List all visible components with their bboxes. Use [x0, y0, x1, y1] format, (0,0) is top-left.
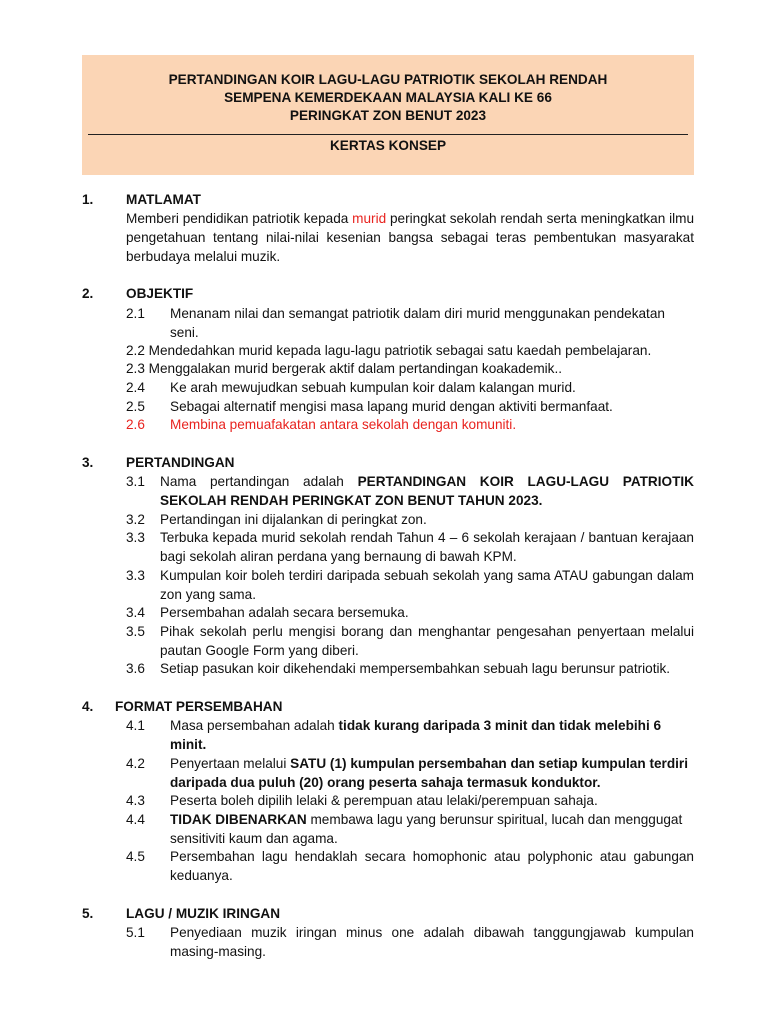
item-3-1-lead: Nama pertandingan adalah — [160, 474, 358, 489]
item-2-6-text: Membina pemuafakatan antara sekolah dengan komuniti. — [170, 417, 517, 432]
item-3-4-number: 3.4 — [126, 605, 145, 620]
section-3-number: 3. — [82, 455, 94, 470]
item-4-2-bold: SATU (1) kumpulan persembahan dan setiap kumpulan terdiri daripada dua puluh (20) orang peserta sahaja termasuk konduktor. — [170, 756, 688, 790]
title-line-2: SEMPENA KEMERDEKAAN MALAYSIA KALI KE 66 — [224, 90, 552, 105]
item-2-1-text: Menanam nilai dan semangat patriotik dalam diri murid menggunakan pendekatan seni. — [170, 306, 665, 340]
item-3-5-number: 3.5 — [126, 624, 145, 639]
item-4-4-number: 4.4 — [126, 812, 145, 827]
item-3-1-text — [160, 472, 694, 510]
section-3-title: PERTANDINGAN — [126, 455, 235, 470]
item-2-4-text: Ke arah mewujudkan sebuah kumpulan koir dalam kalangan murid. — [170, 380, 576, 395]
item-4-2-text — [170, 754, 690, 792]
item-3-5-text: Pihak sekolah perlu mengisi borang dan menghantar pengesahan penyertaan melalui pautan Google Form yang diberi. — [160, 624, 694, 658]
item-4-2-lead: Penyertaan melalui — [170, 756, 291, 771]
item-2-2: 2.2 Mendedahkan murid kepada lagu-lagu patriotik sebagai satu kaedah pembelajaran. — [126, 343, 652, 358]
item-2-5-text: Sebagai alternatif mengisi masa lapang murid dengan aktiviti bermanfaat. — [170, 399, 613, 414]
item-4-1-text — [170, 716, 690, 754]
item-4-2-number: 4.2 — [126, 756, 145, 771]
item-3-3b-number: 3.3 — [126, 568, 145, 583]
item-2-3: 2.3 Menggalakan murid bergerak aktif dalam pertandingan koakademik.. — [126, 361, 563, 376]
section-5-title: LAGU / MUZIK IRINGAN — [126, 906, 281, 921]
section-4-number: 4. — [82, 699, 94, 714]
item-5-1-text: Penyediaan muzik iringan minus one adalah dibawah tanggungjawab kumpulan masing-masing. — [170, 925, 694, 959]
section-5-number: 5. — [82, 906, 94, 921]
item-3-3-text: Terbuka kepada murid sekolah rendah Tahun 4 – 6 sekolah kerajaan / bantuan kerajaan bagi sekolah aliran perdana yang bernaung di bawah KPM. — [160, 530, 694, 564]
item-3-4-text: Persembahan adalah secara bersemuka. — [160, 605, 409, 620]
item-4-4-rest: membawa lagu yang berunsur spiritual, lucah dan menggugat sensitiviti kaum dan agama. — [170, 812, 683, 846]
item-4-1-lead: Masa persembahan adalah — [170, 718, 339, 733]
item-3-3b-text: Kumpulan koir boleh terdiri daripada sebuah sekolah yang sama ATAU gabungan dalam zon yang sama. — [160, 568, 694, 602]
section-1-text-b: peringkat sekolah rendah serta meningkatkan ilmu pengetahuan tentang nilai-nilai kesenian bangsa sebagai teras pembentukan masyarakat berbudaya melalui muzik. — [126, 211, 695, 264]
section-1-highlight: murid — [352, 211, 387, 226]
item-4-5-number: 4.5 — [126, 849, 145, 864]
section-1-number: 1. — [82, 192, 94, 207]
title-divider — [88, 134, 688, 135]
item-4-4-text — [170, 810, 694, 848]
section-2-title: OBJEKTIF — [126, 286, 194, 301]
item-2-5-number: 2.5 — [126, 399, 145, 414]
item-3-6-text: Setiap pasukan koir dikehendaki mempersembahkan sebuah lagu berunsur patriotik. — [160, 661, 671, 676]
item-3-1-bold: PERTANDINGAN KOIR LAGU-LAGU PATRIOTIK SEKOLAH RENDAH PERINGKAT ZON BENUT TAHUN 2023. — [160, 474, 694, 508]
item-3-2-text: Pertandingan ini dijalankan di peringkat zon. — [160, 512, 427, 527]
section-4-title: FORMAT PERSEMBAHAN — [115, 699, 283, 714]
item-4-3-number: 4.3 — [126, 793, 145, 808]
item-5-1-number: 5.1 — [126, 925, 145, 940]
item-3-2-number: 3.2 — [126, 512, 145, 527]
item-4-1-number: 4.1 — [126, 718, 145, 733]
section-2-number: 2. — [82, 286, 94, 301]
item-3-3-number: 3.3 — [126, 530, 145, 545]
section-1-text-a: Memberi pendidikan patriotik kepada — [126, 211, 353, 226]
document-type-title: KERTAS KONSEP — [329, 138, 447, 153]
item-4-4-bold: TIDAK DIBENARKAN — [170, 812, 307, 827]
item-4-3-text: Peserta boleh dipilih lelaki & perempuan atau lelaki/perempuan sahaja. — [170, 793, 598, 808]
section-1-body — [126, 209, 694, 266]
item-4-1-bold: tidak kurang daripada 3 minit dan tidak melebihi 6 minit. — [170, 718, 662, 752]
title-line-3: PERINGKAT ZON BENUT 2023 — [289, 108, 487, 123]
item-3-6-number: 3.6 — [126, 661, 145, 676]
title-box — [82, 55, 694, 175]
title-line-1: PERTANDINGAN KOIR LAGU-LAGU PATRIOTIK SEKOLAH RENDAH — [168, 72, 608, 87]
item-4-5-text: Persembahan lagu hendaklah secara homophonic atau polyphonic atau gabungan keduanya. — [170, 849, 694, 883]
item-2-4-number: 2.4 — [126, 380, 145, 395]
item-3-1-number: 3.1 — [126, 474, 145, 489]
section-1-title: MATLAMAT — [126, 192, 201, 207]
item-2-1-number: 2.1 — [126, 306, 145, 321]
item-2-6-number: 2.6 — [126, 417, 145, 432]
